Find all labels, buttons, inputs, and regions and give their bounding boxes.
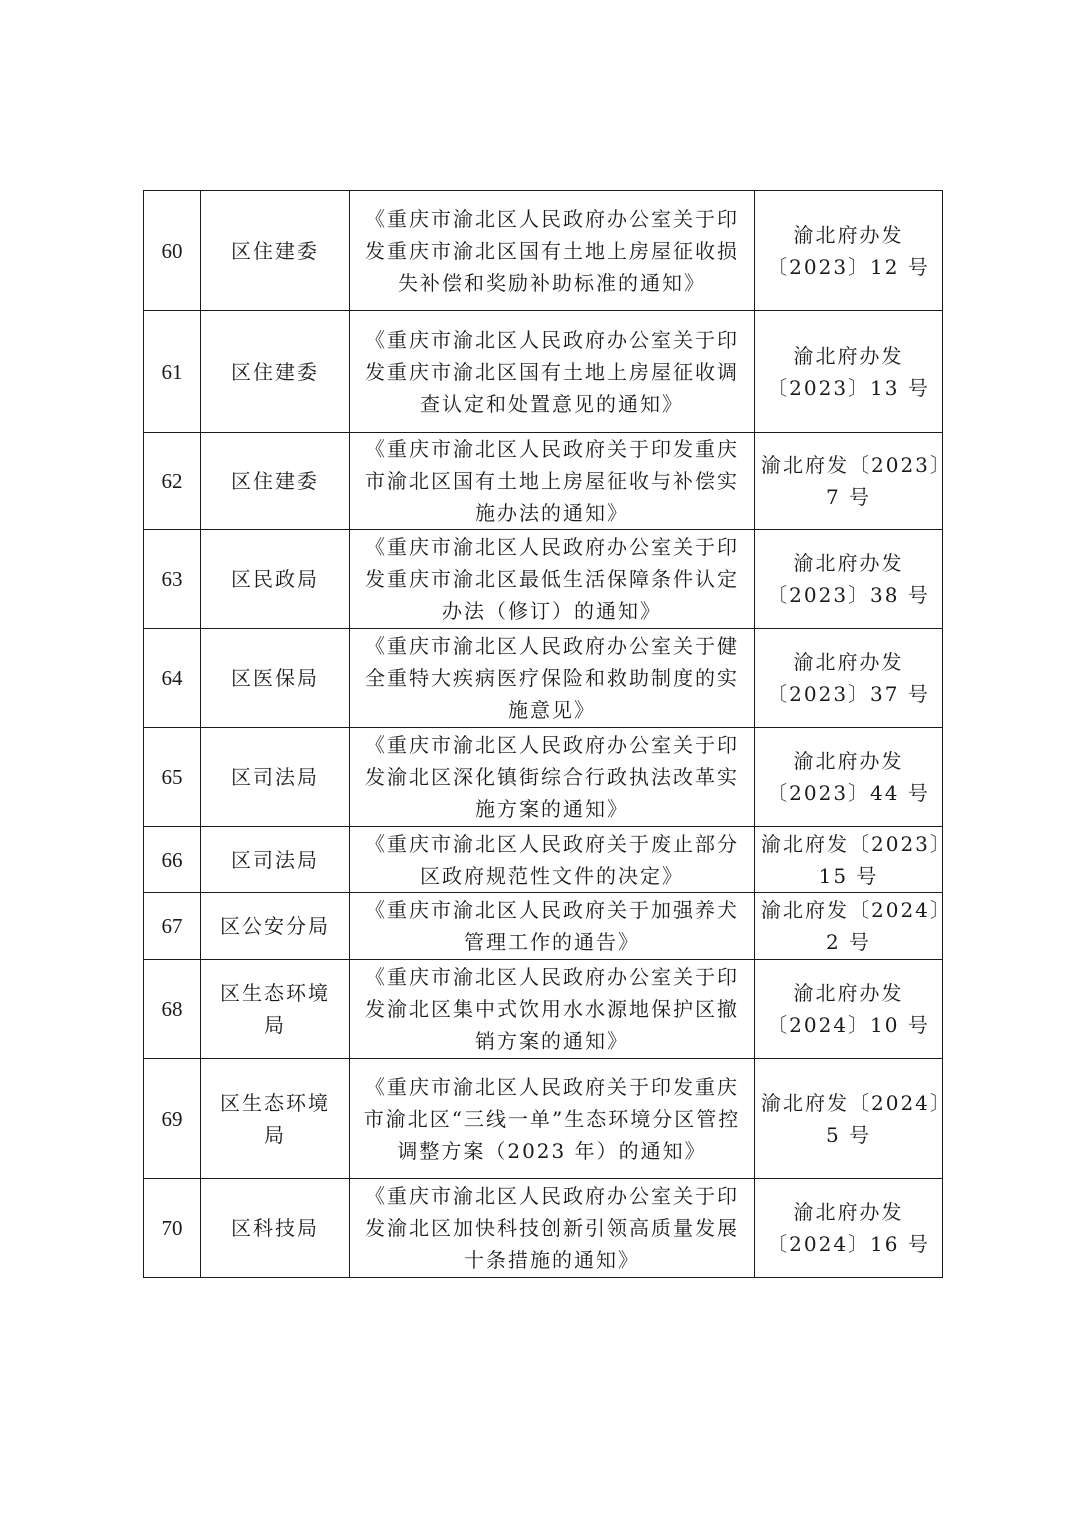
document-title-cell-line: 销方案的通知》	[475, 1029, 629, 1053]
department-cell	[201, 827, 350, 893]
row-number: 68	[144, 960, 201, 1059]
document-number-cell-line: 渝北府发〔2023〕	[761, 831, 952, 856]
department-cell-line: 区医保局	[231, 666, 319, 690]
department-cell	[201, 191, 350, 311]
document-number-cell-line: 渝北府办发	[793, 222, 904, 247]
document-title-cell-line: 发重庆市渝北区国有土地上房屋征收调	[365, 359, 739, 384]
table-row	[144, 1179, 943, 1278]
document-number-cell-line: 5 号	[825, 1122, 872, 1147]
document-title-cell	[350, 433, 755, 530]
document-title-cell-line: 《重庆市渝北区人民政府关于印发重庆	[365, 1074, 739, 1099]
row-number: 64	[144, 629, 201, 728]
department-cell-line: 局	[264, 1122, 286, 1147]
document-number-cell-line: 〔2023〕13 号	[767, 375, 930, 400]
document-title-cell-line: 市渝北区国有土地上房屋征收与补偿实	[365, 469, 739, 493]
document-title-cell-line: 《重庆市渝北区人民政府办公室关于印	[365, 965, 739, 989]
department-cell-line: 区住建委	[231, 238, 319, 263]
document-number-cell-line: 渝北府办发	[793, 749, 904, 773]
table-body	[144, 191, 952, 1278]
document-number-cell	[755, 827, 952, 893]
document-title-cell	[350, 960, 755, 1059]
document-title-cell-line: 查认定和处置意见的通知》	[420, 391, 684, 416]
document-title-cell-line: 失补偿和奖励补助标准的通知》	[398, 270, 706, 295]
department-cell-line: 区生态环境	[220, 981, 330, 1005]
document-title-cell-line: 发渝北区集中式饮用水水源地保护区撤	[365, 997, 739, 1021]
document-table	[143, 190, 952, 1278]
document-number-cell-line: 渝北府发〔2024〕	[761, 1090, 952, 1115]
row-number: 70	[144, 1179, 201, 1278]
department-cell-line: 局	[264, 1013, 286, 1037]
document-title-cell	[350, 893, 755, 960]
document-number-cell	[755, 433, 952, 530]
document-number-cell	[755, 960, 943, 1059]
document-number-cell-line: 渝北府办发	[793, 551, 904, 575]
document-title-cell	[350, 728, 755, 827]
row-number: 62	[144, 433, 201, 530]
table-row	[144, 530, 943, 629]
document-number-cell-line: 渝北府办发	[793, 343, 904, 368]
document-number-cell-line: 渝北府发〔2024〕	[761, 898, 952, 922]
department-cell	[201, 960, 350, 1059]
department-cell-line: 区民政局	[231, 567, 319, 591]
document-title-cell-line: 《重庆市渝北区人民政府关于印发重庆	[365, 437, 739, 461]
department-cell	[201, 433, 350, 530]
document-number-cell	[755, 1059, 952, 1179]
document-title-cell-line: 《重庆市渝北区人民政府办公室关于健	[365, 634, 739, 658]
department-cell-line: 区司法局	[231, 765, 319, 789]
document-number-cell-line: 渝北府办发	[793, 981, 904, 1005]
document-title-cell-line: 《重庆市渝北区人民政府关于加强养犬	[365, 898, 739, 922]
department-cell	[201, 893, 350, 960]
document-title-cell-line: 《重庆市渝北区人民政府办公室关于印	[365, 206, 739, 231]
document-title-cell-line: 十条措施的通知》	[464, 1248, 640, 1272]
document-title-cell-line: 管理工作的通告》	[464, 930, 640, 954]
document-number-cell-line: 〔2023〕12 号	[767, 254, 930, 279]
document-number-cell-line: 2 号	[825, 930, 872, 954]
table-row	[144, 433, 943, 530]
row-number: 69	[144, 1059, 201, 1179]
department-cell	[201, 530, 350, 629]
department-cell	[201, 311, 350, 433]
table-row	[144, 629, 943, 728]
document-title-cell-line: 区政府规范性文件的决定》	[420, 863, 684, 888]
department-cell-line: 区住建委	[231, 469, 319, 493]
document-title-cell-line: 发渝北区深化镇街综合行政执法改革实	[365, 765, 739, 789]
document-title-cell-line: 施意见》	[508, 698, 596, 722]
document-title-cell-line: 《重庆市渝北区人民政府办公室关于印	[365, 1184, 739, 1208]
row-number: 66	[144, 827, 201, 893]
department-cell-line: 区司法局	[231, 847, 319, 872]
document-title-cell	[350, 827, 755, 893]
document-title-cell	[350, 311, 755, 433]
document-title-cell-line: 办法（修订）的通知》	[442, 599, 662, 623]
document-number-cell	[755, 311, 943, 433]
document-number-cell	[755, 530, 943, 629]
department-cell-line: 区科技局	[231, 1216, 319, 1240]
document-title-cell	[350, 1059, 755, 1179]
department-cell	[201, 1059, 350, 1179]
department-cell	[201, 629, 350, 728]
document-number-cell-line: 〔2023〕38 号	[767, 583, 930, 607]
document-number-cell-line: 渝北府办发	[793, 650, 904, 674]
department-cell	[201, 1179, 350, 1278]
department-cell-line: 区生态环境	[220, 1090, 330, 1115]
table-row	[144, 191, 943, 311]
document-title-cell-line: 施方案的通知》	[475, 797, 629, 821]
document-title-cell	[350, 191, 755, 311]
department-cell	[201, 728, 350, 827]
row-number: 60	[144, 191, 201, 311]
document-number-cell-line: 渝北府办发	[793, 1200, 904, 1224]
document-number-cell-line: 〔2024〕10 号	[767, 1013, 930, 1037]
document-number-cell	[755, 629, 943, 728]
document-title-cell-line: 《重庆市渝北区人民政府办公室关于印	[365, 733, 739, 757]
document-title-cell-line: 施办法的通知》	[475, 501, 629, 525]
table-row	[144, 728, 943, 827]
document-title-cell-line: 《重庆市渝北区人民政府办公室关于印	[365, 535, 739, 559]
document-number-cell-line: 〔2024〕16 号	[767, 1232, 930, 1256]
row-number: 67	[144, 893, 201, 960]
document-number-cell-line: 渝北府发〔2023〕	[761, 453, 952, 477]
document-number-cell	[755, 728, 943, 827]
document-title-cell-line: 发重庆市渝北区国有土地上房屋征收损	[365, 238, 739, 263]
table-row	[144, 311, 943, 433]
row-number: 65	[144, 728, 201, 827]
table-row	[144, 827, 943, 893]
row-number: 63	[144, 530, 201, 629]
document-number-cell-line: 7 号	[825, 485, 872, 509]
document-title-cell-line: 《重庆市渝北区人民政府关于废止部分	[365, 831, 739, 856]
document-title-cell-line: 全重特大疾病医疗保险和救助制度的实	[365, 666, 739, 690]
document-number-cell-line: 〔2023〕37 号	[767, 682, 930, 706]
document-title-cell-line: 发渝北区加快科技创新引领高质量发展	[365, 1216, 739, 1240]
table-row	[144, 960, 943, 1059]
document-number-cell-line: 15 号	[818, 863, 879, 888]
document-title-cell	[350, 629, 755, 728]
table-row	[144, 1059, 943, 1179]
row-number: 61	[144, 311, 201, 433]
document-title-cell-line: 调整方案（2023 年）的通知》	[397, 1138, 707, 1163]
department-cell-line: 区公安分局	[220, 914, 330, 938]
table-row	[144, 893, 943, 960]
document-title-cell-line: 市渝北区“三线一单”生态环境分区管控	[363, 1106, 741, 1131]
document-title-cell	[350, 530, 755, 629]
document-number-cell	[755, 191, 943, 311]
department-cell-line: 区住建委	[231, 359, 319, 384]
document-title-cell	[350, 1179, 755, 1278]
document-title-cell-line: 《重庆市渝北区人民政府办公室关于印	[365, 327, 739, 352]
document-number-cell-line: 〔2023〕44 号	[767, 781, 930, 805]
document-title-cell-line: 发重庆市渝北区最低生活保障条件认定	[365, 567, 739, 591]
document-number-cell	[755, 1179, 943, 1278]
document-number-cell	[755, 893, 952, 960]
